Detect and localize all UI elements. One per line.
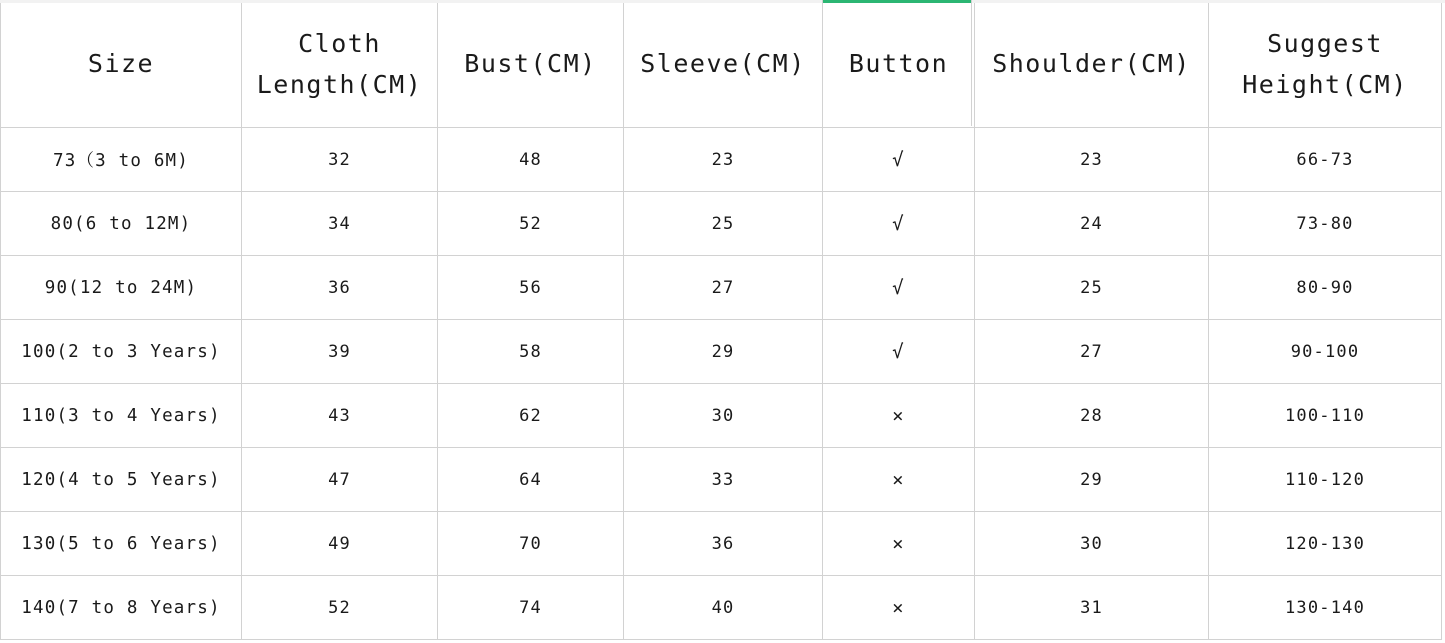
cell-button: × [823, 384, 975, 448]
column-header-sleeve [624, 1, 823, 128]
cell-button: √ [823, 256, 975, 320]
column-header-cloth-length [242, 1, 438, 128]
column-header-sleeve-label: Sleeve(CM) [640, 49, 806, 79]
cell-sleeve: 33 [624, 448, 823, 512]
cell-size: 90(12 to 24M) [1, 256, 242, 320]
cell-sleeve: 40 [624, 576, 823, 640]
cell-bust: 70 [438, 512, 624, 576]
cell-cloth-length: 49 [242, 512, 438, 576]
cell-cloth-length: 52 [242, 576, 438, 640]
cell-size: 130(5 to 6 Years) [1, 512, 242, 576]
top-edge-strip [0, 0, 1445, 3]
cell-sleeve: 23 [624, 128, 823, 192]
cell-suggest-height: 130-140 [1209, 576, 1442, 640]
table-row [1, 192, 1442, 256]
cell-size: 73（3 to 6M) [1, 128, 242, 192]
cell-size: 120(4 to 5 Years) [1, 448, 242, 512]
table-body [1, 128, 1442, 640]
cell-cloth-length: 47 [242, 448, 438, 512]
button-column-highlight-bar [822, 0, 972, 3]
cell-button: √ [823, 192, 975, 256]
cell-shoulder: 25 [975, 256, 1209, 320]
cell-sleeve: 29 [624, 320, 823, 384]
cell-button: √ [823, 128, 975, 192]
cell-bust: 52 [438, 192, 624, 256]
cell-shoulder: 28 [975, 384, 1209, 448]
table-row [1, 512, 1442, 576]
cell-button: × [823, 448, 975, 512]
cell-shoulder: 24 [975, 192, 1209, 256]
column-header-bust-label: Bust(CM) [464, 49, 597, 79]
cell-suggest-height: 110-120 [1209, 448, 1442, 512]
cell-sleeve: 25 [624, 192, 823, 256]
cell-bust: 48 [438, 128, 624, 192]
table-row [1, 576, 1442, 640]
cell-shoulder: 29 [975, 448, 1209, 512]
column-header-suggest-height-line1: Suggest [1267, 28, 1383, 58]
cell-shoulder: 30 [975, 512, 1209, 576]
cell-suggest-height: 73-80 [1209, 192, 1442, 256]
cell-button: √ [823, 320, 975, 384]
cell-button: × [823, 512, 975, 576]
cell-size: 110(3 to 4 Years) [1, 384, 242, 448]
column-header-suggest-height [1209, 1, 1442, 128]
column-header-size [1, 1, 242, 128]
cell-size: 80(6 to 12M) [1, 192, 242, 256]
column-header-shoulder [975, 1, 1209, 128]
column-header-shoulder-label: Shoulder(CM) [992, 49, 1191, 79]
table-row [1, 320, 1442, 384]
cell-sleeve: 36 [624, 512, 823, 576]
cell-suggest-height: 90-100 [1209, 320, 1442, 384]
column-header-button [823, 1, 975, 128]
cell-cloth-length: 32 [242, 128, 438, 192]
cell-shoulder: 23 [975, 128, 1209, 192]
cell-bust: 74 [438, 576, 624, 640]
cell-size: 100(2 to 3 Years) [1, 320, 242, 384]
table-header-row [1, 1, 1442, 128]
cell-bust: 56 [438, 256, 624, 320]
cell-size: 140(7 to 8 Years) [1, 576, 242, 640]
cell-suggest-height: 120-130 [1209, 512, 1442, 576]
column-header-size-label: Size [87, 49, 155, 79]
column-header-button-label: Button [848, 49, 949, 79]
column-header-suggest-height-line2: Height(CM) [1242, 70, 1408, 99]
button-column-left-border [822, 0, 823, 126]
table-row [1, 384, 1442, 448]
cell-cloth-length: 34 [242, 192, 438, 256]
cell-bust: 64 [438, 448, 624, 512]
table-row [1, 448, 1442, 512]
cell-cloth-length: 43 [242, 384, 438, 448]
cell-button: × [823, 576, 975, 640]
cell-cloth-length: 36 [242, 256, 438, 320]
cell-suggest-height: 100-110 [1209, 384, 1442, 448]
cell-shoulder: 31 [975, 576, 1209, 640]
cell-suggest-height: 80-90 [1209, 256, 1442, 320]
column-header-cloth-length-line1: Cloth [298, 28, 381, 58]
cell-cloth-length: 39 [242, 320, 438, 384]
cell-suggest-height: 66-73 [1209, 128, 1442, 192]
table-row [1, 256, 1442, 320]
cell-bust: 62 [438, 384, 624, 448]
cell-sleeve: 27 [624, 256, 823, 320]
table-row [1, 128, 1442, 192]
column-header-bust [438, 1, 624, 128]
cell-shoulder: 27 [975, 320, 1209, 384]
cell-bust: 58 [438, 320, 624, 384]
column-header-cloth-length-line2: Length(CM) [256, 70, 423, 99]
cell-sleeve: 30 [624, 384, 823, 448]
button-column-right-border [971, 0, 972, 126]
